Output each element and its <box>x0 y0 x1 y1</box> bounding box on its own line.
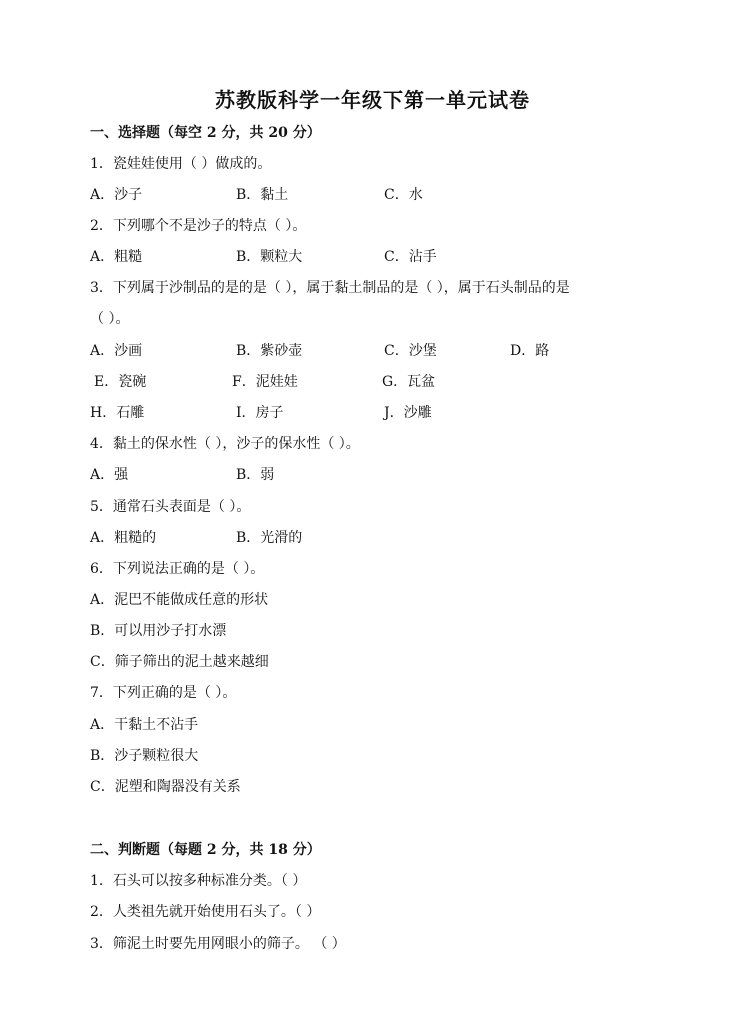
option-b: B．沙子颗粒很大 <box>90 748 199 764</box>
question-3: 3．下列属于沙制品的是的是（ ），属于黏土制品的是（ ），属于石头制品的是 <box>90 280 570 296</box>
option-b: B．弱 <box>236 467 275 483</box>
option-b: B．紫砂壶 <box>236 343 303 359</box>
option-d: D．路 <box>510 343 550 359</box>
option-a: A．粗糙 <box>90 249 143 265</box>
option-g: G．瓦盆 <box>382 374 436 390</box>
question-1: 1．瓷娃娃使用（ ）做成的。 <box>90 156 272 172</box>
question-3-continued: （ ）。 <box>90 311 130 327</box>
option-b: B．可以用沙子打水漂 <box>90 623 227 639</box>
option-b: B．光滑的 <box>236 530 303 546</box>
page-title: 苏教版科学一年级下第一单元试卷 <box>215 88 530 112</box>
option-a: A．泥巴不能做成任意的形状 <box>90 592 269 608</box>
option-b: B．颗粒大 <box>236 249 303 265</box>
option-a: A．强 <box>90 467 129 483</box>
option-c: C．沾手 <box>384 249 437 265</box>
option-b: B．黏土 <box>236 187 289 203</box>
option-c: C．沙堡 <box>384 343 437 359</box>
option-e: E．瓷碗 <box>94 374 147 390</box>
option-a: A．沙子 <box>90 187 143 203</box>
judge-question-1: 1．石头可以按多种标准分类。（ ） <box>90 873 307 889</box>
option-c: C．筛子筛出的泥土越来越细 <box>90 654 269 670</box>
question-6: 6．下列说法正确的是（ ）。 <box>90 561 265 577</box>
option-f: F．泥娃娃 <box>232 374 298 390</box>
option-j: J．沙雕 <box>384 405 432 421</box>
option-a: A．沙画 <box>90 343 143 359</box>
section-heading-judge: 二、判断题（每题 2 分，共 18 分） <box>90 842 321 858</box>
question-4: 4．黏土的保水性（ ），沙子的保水性（ ）。 <box>90 436 360 452</box>
question-5: 5．通常石头表面是（ ）。 <box>90 499 251 515</box>
option-i: I．房子 <box>236 405 284 421</box>
option-c: C．泥塑和陶器没有关系 <box>90 779 241 795</box>
option-c: C．水 <box>384 187 423 203</box>
judge-question-2: 2．人类祖先就开始使用石头了。（ ） <box>90 904 321 920</box>
section-heading-choice: 一、选择题（每空 2 分，共 20 分） <box>90 125 321 141</box>
option-h: H．石雕 <box>90 405 145 421</box>
question-2: 2．下列哪个不是沙子的特点（ ）。 <box>90 218 307 234</box>
option-a: A．粗糙的 <box>90 530 157 546</box>
question-7: 7．下列正确的是（ ）。 <box>90 685 237 701</box>
judge-question-3: 3．筛泥土时要先用网眼小的筛子。 （ ） <box>90 936 346 952</box>
option-a: A．干黏土不沾手 <box>90 717 199 733</box>
